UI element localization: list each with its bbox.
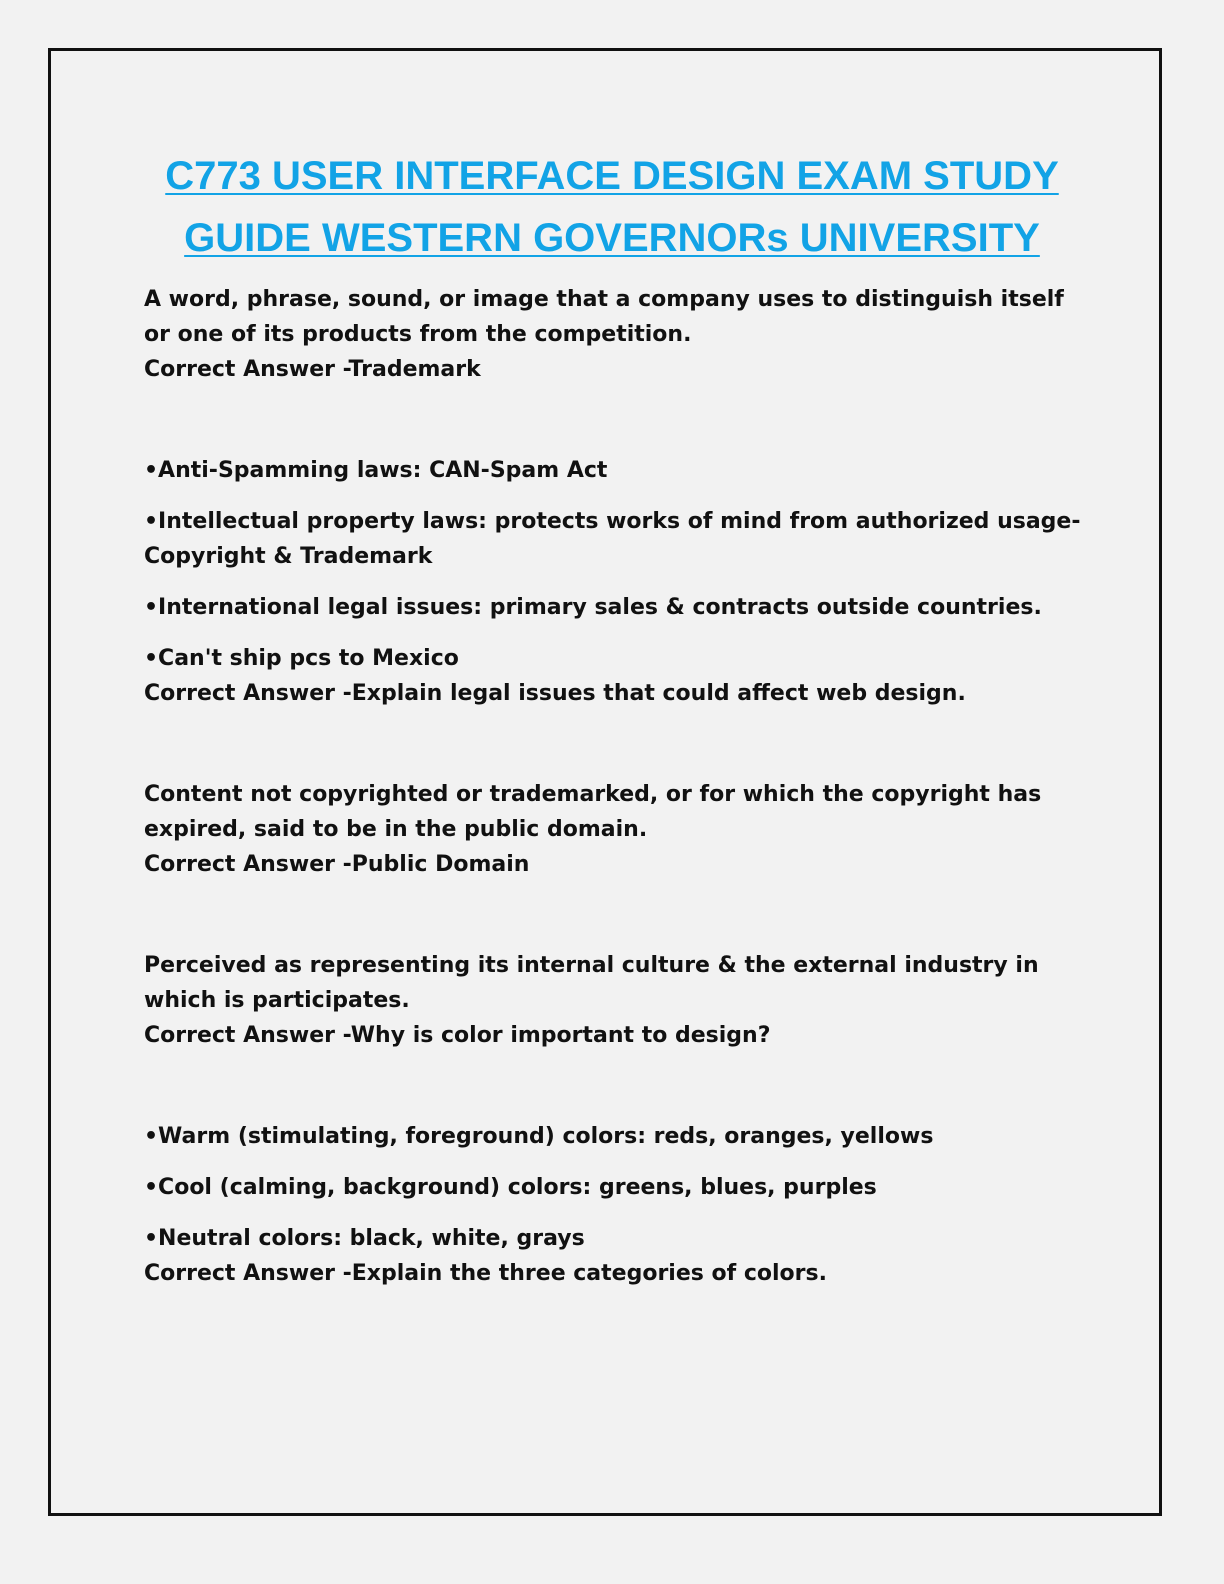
question-line: Content not copyrighted or trademarked, or for which the copyright has [144,782,1042,807]
bullet-item: •Anti-Spamming laws: CAN-Spam Act [144,458,608,483]
answer-line: Correct Answer -Explain the three categories of colors. [144,1261,827,1286]
qa-legal-issues [144,453,1094,711]
bullet-item: •Intellectual property laws: protects works of mind from authorized usage- [144,509,1081,534]
qa-color-categories [144,1119,1094,1291]
bullet-item: •Warm (stimulating, foreground) colors: reds, oranges, yellows [144,1124,934,1149]
question-line: or one of its products from the competition. [144,322,692,347]
qa-trademark [144,282,1094,387]
question-line: A word, phrase, sound, or image that a company uses to distinguish itself [144,287,1064,312]
document-title [100,145,1124,269]
answer-line: Correct Answer -Trademark [144,357,481,382]
answer-line: Correct Answer -Public Domain [144,852,530,877]
qa-color-importance [144,948,1094,1053]
title-line-1: C773 USER INTERFACE DESIGN EXAM STUDY [165,154,1059,198]
question-line: expired, said to be in the public domain. [144,817,648,842]
question-line: Perceived as representing its internal culture & the external industry in [144,953,1039,978]
bullet-item: •Neutral colors: black, white, grays [144,1226,585,1251]
bullet-item: •International legal issues: primary sales & contracts outside countries. [144,595,1042,620]
answer-line: Correct Answer -Explain legal issues that could affect web design. [144,681,966,706]
qa-public-domain [144,777,1094,882]
bullet-item: •Cool (calming, background) colors: greens, blues, purples [144,1175,877,1200]
document-body [144,282,1094,1291]
bullet-item: •Can't ship pcs to Mexico [144,646,459,671]
question-line: which is participates. [144,988,410,1013]
title-line-2: GUIDE WESTERN GOVERNORs UNIVERSITY [184,216,1040,260]
bullet-item-continued: Copyright & Trademark [144,544,433,569]
answer-line: Correct Answer -Why is color important to design? [144,1023,771,1048]
